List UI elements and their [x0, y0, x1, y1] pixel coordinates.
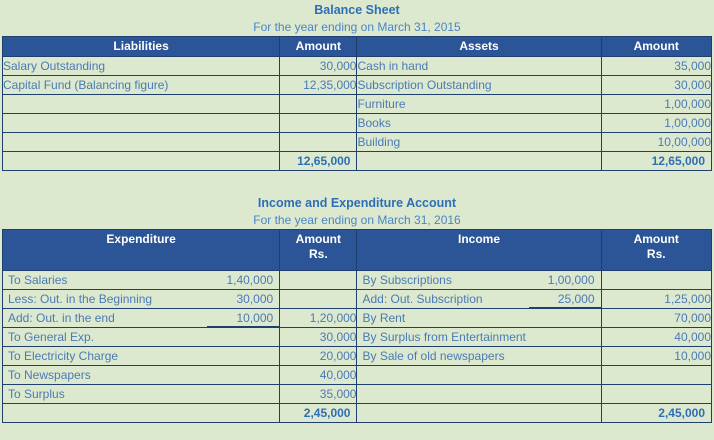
- expenditure-split: [3, 271, 279, 289]
- liability-amount: 30,000: [280, 57, 357, 76]
- table-row: [3, 133, 712, 152]
- expenditure-cell: [3, 328, 280, 347]
- income-cell: [357, 309, 601, 328]
- table-row: [3, 57, 712, 76]
- income-amount: 70,000: [601, 309, 711, 328]
- balance-sheet-header-row: [3, 37, 712, 57]
- table-row: [3, 114, 712, 133]
- asset-amount: 10,00,000: [601, 133, 711, 152]
- liability-amount: 12,35,000: [280, 76, 357, 95]
- liability-amount: [280, 95, 357, 114]
- income-split: [357, 328, 600, 346]
- header-income: Income: [357, 230, 601, 271]
- asset-amount: 30,000: [601, 76, 711, 95]
- income-cell: [357, 290, 601, 309]
- expenditure-amount: 1,20,000: [280, 309, 357, 328]
- header-expenditure: Expenditure: [3, 230, 280, 271]
- asset-label: Cash in hand: [357, 57, 601, 76]
- income-label: By Subscriptions: [362, 273, 452, 287]
- balance-sheet-title: Balance Sheet: [314, 3, 400, 17]
- asset-label: Building: [357, 133, 601, 152]
- total-expenditure: 2,45,000: [280, 404, 357, 423]
- balance-sheet-section: [0, 0, 714, 171]
- expenditure-cell: [3, 385, 280, 404]
- expenditure-split: [3, 328, 279, 346]
- income-split: [357, 271, 600, 289]
- section-spacer: [0, 171, 714, 193]
- table-row: [3, 95, 712, 114]
- expenditure-cell: [3, 290, 280, 309]
- asset-amount: 1,00,000: [601, 95, 711, 114]
- expenditure-amount: 35,000: [280, 385, 357, 404]
- income-split: [357, 347, 600, 365]
- income-expenditure-section: [0, 193, 714, 423]
- header-amount-right: Amount: [601, 37, 711, 57]
- income-split: [357, 290, 600, 308]
- liability-label: [3, 114, 280, 133]
- income-split: [357, 385, 600, 403]
- balance-sheet-total-row: [3, 152, 712, 171]
- expenditure-cell: [3, 271, 280, 290]
- header-amount-left: [280, 230, 357, 271]
- expenditure-label: Less: Out. in the Beginning: [8, 292, 153, 306]
- expenditure-cell: [3, 347, 280, 366]
- income-cell: [357, 366, 601, 385]
- expenditure-sub-amount: 1,40,000: [226, 273, 274, 287]
- expenditure-split: [3, 366, 279, 384]
- income-amount: [601, 385, 711, 404]
- expenditure-split: [3, 347, 279, 365]
- total-spacer-left: [3, 404, 280, 423]
- income-cell: [357, 271, 601, 290]
- income-expenditure-header-row: [3, 230, 712, 271]
- expenditure-amount: [280, 290, 357, 309]
- income-label: By Surplus from Entertainment: [362, 330, 526, 344]
- expenditure-amount: 20,000: [280, 347, 357, 366]
- table-row: [3, 309, 712, 328]
- total-income: 2,45,000: [601, 404, 711, 423]
- total-liabilities: 12,65,000: [280, 152, 357, 171]
- liability-label: [3, 95, 280, 114]
- expenditure-cell: [3, 309, 280, 328]
- expenditure-label: To Surplus: [8, 387, 65, 401]
- asset-label: Books: [357, 114, 601, 133]
- table-row: [3, 76, 712, 95]
- income-cell: [357, 347, 601, 366]
- expenditure-label: To Salaries: [8, 273, 68, 287]
- income-expenditure-table: [2, 229, 712, 423]
- table-row: [3, 328, 712, 347]
- income-expenditure-total-row: [3, 404, 712, 423]
- income-label: By Sale of old newspapers: [362, 349, 505, 363]
- header-amount-right-line2: Rs.: [646, 247, 666, 261]
- liability-label: Capital Fund (Balancing figure): [3, 76, 280, 95]
- liability-amount: [280, 133, 357, 152]
- header-amount-left-line2: Rs.: [308, 247, 328, 261]
- expenditure-label: To Electricity Charge: [8, 349, 119, 363]
- expenditure-split: [3, 290, 279, 308]
- expenditure-sub-amount: 10,000: [207, 310, 279, 327]
- liability-label: [3, 133, 280, 152]
- total-assets: 12,65,000: [601, 152, 711, 171]
- header-liabilities: Liabilities: [3, 37, 280, 57]
- income-amount: [601, 271, 711, 290]
- table-row: [3, 347, 712, 366]
- income-sub-amount: 1,00,000: [547, 273, 595, 287]
- income-label: By Rent: [362, 311, 406, 325]
- table-row: [3, 271, 712, 290]
- liability-label: Salary Outstanding: [3, 57, 280, 76]
- liability-amount: [280, 114, 357, 133]
- expenditure-split: [3, 309, 279, 327]
- table-row: [3, 385, 712, 404]
- expenditure-label: To General Exp.: [8, 330, 95, 344]
- header-amount-left-line1: Amount: [295, 232, 341, 246]
- income-amount: 10,000: [601, 347, 711, 366]
- table-row: [3, 366, 712, 385]
- expenditure-amount: [280, 271, 357, 290]
- income-label: Add: Out. Subscription: [362, 292, 483, 306]
- balance-sheet-table: [2, 36, 712, 171]
- header-assets: Assets: [357, 37, 601, 57]
- asset-label: Furniture: [357, 95, 601, 114]
- expenditure-amount: 40,000: [280, 366, 357, 385]
- income-cell: [357, 328, 601, 347]
- expenditure-label: Add: Out. in the end: [8, 311, 115, 325]
- table-row: [3, 290, 712, 309]
- header-amount-right: [601, 230, 711, 271]
- income-expenditure-title: Income and Expenditure Account: [257, 196, 457, 210]
- total-spacer-left: [3, 152, 280, 171]
- income-expenditure-subtitle: For the year ending on March 31, 2016: [253, 213, 461, 227]
- asset-amount: 35,000: [601, 57, 711, 76]
- expenditure-split: [3, 385, 279, 403]
- asset-label: Subscription Outstanding: [357, 76, 601, 95]
- income-sub-amount: 25,000: [529, 291, 601, 308]
- header-amount-left: Amount: [280, 37, 357, 57]
- income-amount: 1,25,000: [601, 290, 711, 309]
- balance-sheet-subtitle: For the year ending on March 31, 2015: [253, 20, 461, 34]
- expenditure-cell: [3, 366, 280, 385]
- expenditure-sub-amount: 30,000: [236, 292, 274, 306]
- income-split: [357, 309, 600, 327]
- expenditure-amount: 30,000: [280, 328, 357, 347]
- income-cell: [357, 385, 601, 404]
- income-split: [357, 366, 600, 384]
- total-spacer-right: [357, 404, 601, 423]
- expenditure-label: To Newspapers: [8, 368, 91, 382]
- income-amount: [601, 366, 711, 385]
- total-spacer-right: [357, 152, 601, 171]
- header-amount-right-line1: Amount: [633, 232, 679, 246]
- asset-amount: 1,00,000: [601, 114, 711, 133]
- income-amount: 40,000: [601, 328, 711, 347]
